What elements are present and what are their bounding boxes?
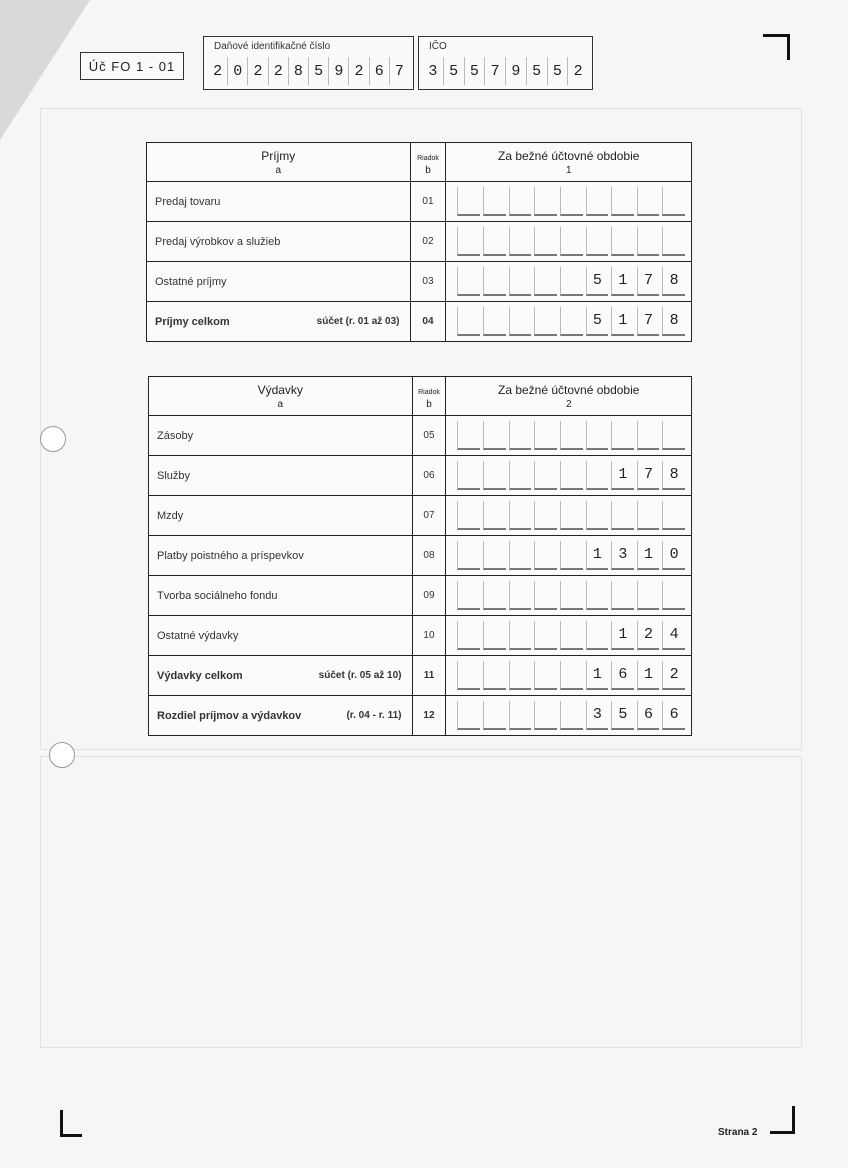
table-row	[147, 262, 692, 302]
amount-digit-box	[560, 421, 583, 450]
amount-digit-box: 6	[637, 701, 660, 730]
amount-digit-box: 5	[586, 267, 609, 296]
amount-field[interactable]	[446, 302, 692, 342]
amount-digit-box	[483, 421, 506, 450]
amount-digit-box	[611, 187, 634, 216]
row-label: Predaj tovaru	[147, 182, 411, 222]
amount-digit-box	[483, 661, 506, 690]
row-label: Rozdiel príjmov a výdavkov (r. 04 - r. 11)	[149, 696, 413, 736]
amount-digit-box	[509, 661, 532, 690]
row-number: 04	[410, 302, 446, 342]
amount-digit-box	[483, 187, 506, 216]
amount-digit-box: 1	[637, 661, 660, 690]
table-row	[149, 496, 692, 536]
amount-digit-box	[560, 187, 583, 216]
ico-label: IČO	[429, 41, 447, 52]
amount-digit-box	[457, 421, 480, 450]
amount-field[interactable]	[446, 456, 692, 496]
table-row	[149, 576, 692, 616]
amount-digit-box: 7	[637, 267, 660, 296]
tax-id-label: Daňové identifikačné číslo	[214, 41, 331, 52]
table-row	[147, 302, 692, 342]
amount-digit-box: 6	[662, 701, 685, 730]
row-number: 06	[412, 456, 446, 496]
row-number: 03	[410, 262, 446, 302]
amount-digit-box: 2	[662, 661, 685, 690]
digit-box: 9	[329, 57, 349, 85]
amount-digit-box	[611, 421, 634, 450]
table-row	[147, 182, 692, 222]
amount-digit-box	[457, 661, 480, 690]
amount-field[interactable]	[446, 416, 692, 456]
amount-digit-box	[534, 501, 557, 530]
amount-digit-box	[534, 621, 557, 650]
amount-digit-box	[560, 267, 583, 296]
table-row	[149, 416, 692, 456]
row-number: 02	[410, 222, 446, 262]
digit-box: 7	[394, 62, 404, 80]
amount-digit-box	[534, 661, 557, 690]
amount-digit-box	[534, 227, 557, 256]
digit-box: 9	[506, 57, 527, 85]
amount-digit-box: 7	[637, 307, 660, 336]
amount-digit-box	[509, 227, 532, 256]
amount-digit-box: 0	[662, 541, 685, 570]
ghost-form-bottom	[40, 756, 802, 1048]
punch-hole	[49, 742, 75, 768]
row-label: Ostatné príjmy	[147, 262, 411, 302]
amount-digit-box	[483, 461, 506, 490]
ico-field	[418, 36, 593, 90]
income-col-a-header: Príjmy a	[147, 143, 411, 182]
amount-digit-box	[483, 307, 506, 336]
crop-mark-top-right	[787, 34, 790, 60]
amount-digit-box	[457, 227, 480, 256]
amount-digit-box	[509, 307, 532, 336]
row-number: 07	[412, 496, 446, 536]
amount-digit-box	[534, 267, 557, 296]
amount-digit-box	[509, 581, 532, 610]
amount-field[interactable]	[446, 656, 692, 696]
amount-digit-box	[560, 701, 583, 730]
amount-field[interactable]	[446, 222, 692, 262]
income-col-b-header: Riadok b	[410, 143, 446, 182]
amount-digit-box	[560, 621, 583, 650]
amount-digit-box	[637, 421, 660, 450]
amount-digit-box	[534, 541, 557, 570]
digit-box: 5	[465, 57, 486, 85]
row-label: Predaj výrobkov a služieb	[147, 222, 411, 262]
amount-digit-box	[509, 187, 532, 216]
digit-box: 7	[485, 57, 506, 85]
row-number: 11	[412, 656, 446, 696]
amount-digit-box	[457, 267, 480, 296]
amount-digit-box	[637, 187, 660, 216]
row-label: Platby poistného a príspevkov	[149, 536, 413, 576]
amount-digit-box	[637, 581, 660, 610]
sum-formula: súčet (r. 05 až 10)	[318, 669, 402, 681]
crop-mark-bottom-right	[792, 1106, 795, 1134]
amount-digit-box	[483, 501, 506, 530]
amount-digit-box	[560, 461, 583, 490]
amount-field[interactable]	[446, 262, 692, 302]
crop-mark-bottom-left	[60, 1134, 82, 1137]
crop-mark-bottom-right	[770, 1131, 795, 1134]
amount-digit-box: 6	[611, 661, 634, 690]
amount-digit-box	[534, 701, 557, 730]
amount-field[interactable]	[446, 616, 692, 656]
amount-digit-box	[611, 227, 634, 256]
amount-digit-box	[586, 187, 609, 216]
amount-digit-box	[483, 267, 506, 296]
amount-digit-box: 8	[662, 267, 685, 296]
amount-digit-box	[586, 621, 609, 650]
amount-digit-box: 5	[586, 307, 609, 336]
amount-digit-box	[586, 227, 609, 256]
expenses-col-a-header: Výdavky a	[149, 377, 413, 416]
row-label: Mzdy	[149, 496, 413, 536]
income-col-1-header: Za bežné účtovné obdobie 1	[446, 143, 692, 182]
amount-digit-box: 3	[611, 541, 634, 570]
amount-digit-box	[662, 421, 685, 450]
expenses-col-b-header: Riadok b	[412, 377, 446, 416]
table-row	[149, 656, 692, 696]
amount-digit-box	[483, 541, 506, 570]
amount-digit-box: 2	[637, 621, 660, 650]
amount-digit-box	[611, 501, 634, 530]
row-label: Tvorba sociálneho fondu	[149, 576, 413, 616]
income-table	[146, 142, 692, 342]
tax-id-field	[203, 36, 414, 90]
amount-digit-box: 7	[637, 461, 660, 490]
amount-digit-box	[560, 227, 583, 256]
row-number: 05	[412, 416, 446, 456]
amount-digit-box: 5	[611, 701, 634, 730]
amount-digit-box: 1	[637, 541, 660, 570]
amount-digit-box: 1	[586, 661, 609, 690]
amount-digit-box	[534, 581, 557, 610]
amount-field[interactable]	[446, 496, 692, 536]
row-number: 10	[412, 616, 446, 656]
amount-digit-box	[534, 461, 557, 490]
digit-box: 6	[370, 57, 390, 85]
table-row	[147, 222, 692, 262]
ico-digits	[423, 57, 588, 85]
amount-digit-box	[534, 187, 557, 216]
amount-digit-box: 1	[611, 621, 634, 650]
amount-digit-box	[457, 501, 480, 530]
amount-field[interactable]	[446, 576, 692, 616]
amount-digit-box	[611, 581, 634, 610]
row-label: Zásoby	[149, 416, 413, 456]
crop-mark-top-right	[763, 34, 789, 37]
digit-box: 2	[208, 57, 228, 85]
tax-id-digits	[208, 57, 409, 85]
expenses-table	[148, 376, 692, 736]
digit-box: 5	[548, 57, 569, 85]
amount-digit-box	[662, 581, 685, 610]
amount-field[interactable]	[446, 696, 692, 736]
amount-digit-box	[509, 501, 532, 530]
form-code: Úč FO 1 - 01	[80, 52, 184, 80]
amount-digit-box	[509, 421, 532, 450]
amount-field[interactable]	[446, 182, 692, 222]
amount-digit-box	[509, 541, 532, 570]
digit-box: 2	[248, 57, 268, 85]
row-label: Príjmy celkom súčet (r. 01 až 03)	[147, 302, 411, 342]
amount-digit-box: 1	[611, 307, 634, 336]
amount-digit-box	[534, 421, 557, 450]
amount-digit-box	[509, 267, 532, 296]
amount-digit-box: 8	[662, 461, 685, 490]
amount-digit-box	[586, 421, 609, 450]
digit-box: 3	[423, 57, 444, 85]
amount-digit-box	[457, 307, 480, 336]
row-label: Ostatné výdavky	[149, 616, 413, 656]
digit-box: 5	[444, 57, 465, 85]
digit-box: 5	[309, 57, 329, 85]
amount-digit-box	[586, 501, 609, 530]
digit-box: 2	[573, 62, 583, 80]
digit-box: 5	[527, 57, 548, 85]
sum-formula: súčet (r. 01 až 03)	[316, 315, 400, 327]
amount-digit-box	[483, 621, 506, 650]
amount-digit-box	[509, 621, 532, 650]
amount-digit-box	[662, 187, 685, 216]
amount-digit-box	[560, 307, 583, 336]
amount-digit-box	[457, 187, 480, 216]
amount-digit-box	[509, 701, 532, 730]
digit-box: 8	[289, 57, 309, 85]
amount-digit-box	[662, 227, 685, 256]
table-row	[149, 616, 692, 656]
amount-digit-box	[560, 501, 583, 530]
amount-digit-box	[457, 461, 480, 490]
page-number: Strana 2	[718, 1127, 758, 1138]
digit-box: 2	[349, 57, 369, 85]
amount-digit-box: 1	[586, 541, 609, 570]
row-number: 08	[412, 536, 446, 576]
amount-digit-box	[662, 501, 685, 530]
sum-formula: (r. 04 - r. 11)	[346, 709, 402, 721]
amount-digit-box	[483, 581, 506, 610]
row-label: Služby	[149, 456, 413, 496]
expenses-col-1-header: Za bežné účtovné obdobie 2	[446, 377, 692, 416]
amount-digit-box	[586, 461, 609, 490]
amount-digit-box	[457, 621, 480, 650]
amount-digit-box: 1	[611, 267, 634, 296]
digit-box: 0	[228, 57, 248, 85]
amount-digit-box	[560, 541, 583, 570]
table-row	[149, 456, 692, 496]
amount-digit-box: 3	[586, 701, 609, 730]
row-label: Výdavky celkom súčet (r. 05 až 10)	[149, 656, 413, 696]
amount-digit-box: 4	[662, 621, 685, 650]
amount-digit-box	[483, 227, 506, 256]
amount-digit-box	[534, 307, 557, 336]
row-number: 12	[412, 696, 446, 736]
amount-digit-box	[509, 461, 532, 490]
row-number: 09	[412, 576, 446, 616]
table-row	[149, 696, 692, 736]
amount-digit-box	[560, 581, 583, 610]
digit-box: 2	[269, 57, 289, 85]
amount-digit-box	[483, 701, 506, 730]
amount-field[interactable]	[446, 536, 692, 576]
table-row	[149, 536, 692, 576]
amount-digit-box	[457, 701, 480, 730]
amount-digit-box	[586, 581, 609, 610]
amount-digit-box	[457, 581, 480, 610]
amount-digit-box	[560, 661, 583, 690]
amount-digit-box	[637, 227, 660, 256]
amount-digit-box	[457, 541, 480, 570]
row-number: 01	[410, 182, 446, 222]
punch-hole	[40, 426, 66, 452]
amount-digit-box: 8	[662, 307, 685, 336]
amount-digit-box	[637, 501, 660, 530]
amount-digit-box: 1	[611, 461, 634, 490]
crop-mark-bottom-left	[60, 1110, 63, 1136]
